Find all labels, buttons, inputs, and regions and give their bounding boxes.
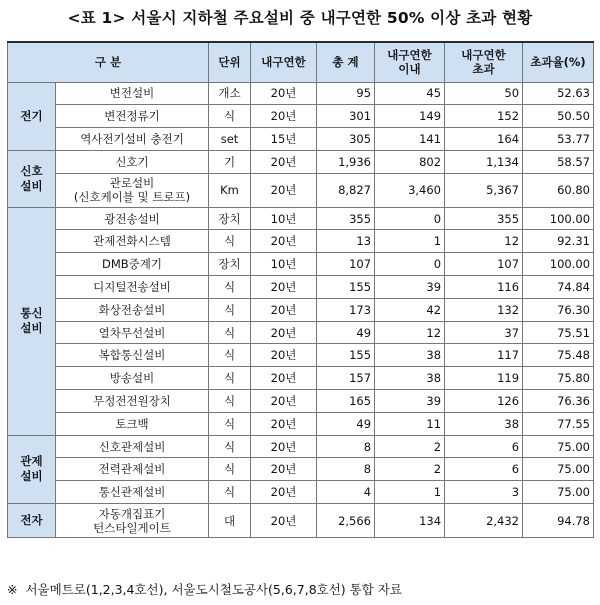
total-cell: 13 (317, 230, 375, 253)
unit-cell: set (209, 128, 251, 151)
item-cell: 화상전송설비 (56, 298, 209, 321)
rate-cell: 76.30 (523, 298, 594, 321)
exceed-cell: 132 (445, 298, 523, 321)
rate-cell: 75.00 (523, 458, 594, 481)
exceed-cell: 1,134 (445, 150, 523, 173)
total-cell: 301 (317, 105, 375, 128)
header-total: 총 계 (317, 42, 375, 82)
lifespan-cell: 20년 (251, 230, 317, 253)
unit-cell: 장치 (209, 207, 251, 230)
table-row (8, 458, 594, 481)
total-cell: 107 (317, 253, 375, 276)
rate-cell: 74.84 (523, 276, 594, 299)
item-cell: 관로설비 (신호케이블 및 트로프) (56, 173, 209, 207)
footnote (7, 580, 402, 598)
within-cell: 1 (375, 481, 445, 504)
header-exceed: 내구연한 초과 (445, 42, 523, 82)
lifespan-cell: 20년 (251, 173, 317, 207)
unit-cell: 식 (209, 276, 251, 299)
unit-cell: 식 (209, 412, 251, 435)
exceed-cell: 37 (445, 321, 523, 344)
item-cell: DMB중계기 (56, 253, 209, 276)
table-header-row (8, 42, 594, 82)
unit-cell: 식 (209, 367, 251, 390)
table-body (8, 82, 594, 538)
exceed-cell: 2,432 (445, 504, 523, 538)
item-cell: 광전송설비 (56, 207, 209, 230)
rate-cell: 75.48 (523, 344, 594, 367)
unit-cell: 식 (209, 344, 251, 367)
item-cell: 복합통신설비 (56, 344, 209, 367)
within-cell: 802 (375, 150, 445, 173)
unit-cell: 식 (209, 321, 251, 344)
total-cell: 8,827 (317, 173, 375, 207)
lifespan-cell: 20년 (251, 435, 317, 458)
rate-cell: 75.00 (523, 435, 594, 458)
item-cell: 신호기 (56, 150, 209, 173)
lifespan-cell: 20년 (251, 150, 317, 173)
item-cell: 열차무선설비 (56, 321, 209, 344)
rate-cell: 60.80 (523, 173, 594, 207)
table-row (8, 173, 594, 207)
exceed-cell: 126 (445, 390, 523, 413)
exceed-cell: 50 (445, 82, 523, 105)
rate-cell: 100.00 (523, 207, 594, 230)
lifespan-cell: 20년 (251, 481, 317, 504)
within-cell: 0 (375, 253, 445, 276)
unit-cell: 식 (209, 105, 251, 128)
within-cell: 38 (375, 367, 445, 390)
exceed-cell: 116 (445, 276, 523, 299)
exceed-cell: 6 (445, 458, 523, 481)
header-rate: 초과율(%) (523, 42, 594, 82)
table-row (8, 253, 594, 276)
total-cell: 4 (317, 481, 375, 504)
rate-cell: 75.51 (523, 321, 594, 344)
unit-cell: 기 (209, 150, 251, 173)
rate-cell: 53.77 (523, 128, 594, 151)
group-label: 전기 (8, 82, 56, 150)
table-row (8, 367, 594, 390)
within-cell: 45 (375, 82, 445, 105)
within-cell: 12 (375, 321, 445, 344)
total-cell: 173 (317, 298, 375, 321)
lifespan-cell: 20년 (251, 321, 317, 344)
unit-cell: 대 (209, 504, 251, 538)
rate-cell: 92.31 (523, 230, 594, 253)
within-cell: 0 (375, 207, 445, 230)
header-within: 내구연한 이내 (375, 42, 445, 82)
unit-cell: 개소 (209, 82, 251, 105)
item-cell: 신호관제설비 (56, 435, 209, 458)
total-cell: 305 (317, 128, 375, 151)
total-cell: 49 (317, 321, 375, 344)
within-cell: 11 (375, 412, 445, 435)
total-cell: 2,566 (317, 504, 375, 538)
footnote-mark: ※ (7, 582, 18, 597)
within-cell: 149 (375, 105, 445, 128)
exceed-cell: 3 (445, 481, 523, 504)
table-row (8, 481, 594, 504)
total-cell: 355 (317, 207, 375, 230)
within-cell: 39 (375, 390, 445, 413)
total-cell: 155 (317, 276, 375, 299)
item-cell: 방송설비 (56, 367, 209, 390)
equipment-table (7, 41, 594, 538)
table-row (8, 344, 594, 367)
lifespan-cell: 20년 (251, 276, 317, 299)
item-cell: 역사전기설비 충전기 (56, 128, 209, 151)
lifespan-cell: 15년 (251, 128, 317, 151)
group-label: 통신 설비 (8, 207, 56, 435)
rate-cell: 76.36 (523, 390, 594, 413)
table-row (8, 105, 594, 128)
exceed-cell: 152 (445, 105, 523, 128)
total-cell: 1,936 (317, 150, 375, 173)
table-row (8, 321, 594, 344)
unit-cell: 식 (209, 435, 251, 458)
item-cell: 변전설비 (56, 82, 209, 105)
table-row (8, 276, 594, 299)
rate-cell: 100.00 (523, 253, 594, 276)
equipment-table-wrapper (7, 41, 593, 538)
total-cell: 157 (317, 367, 375, 390)
exceed-cell: 107 (445, 253, 523, 276)
within-cell: 134 (375, 504, 445, 538)
item-cell: 토크백 (56, 412, 209, 435)
item-cell: 디지털전송설비 (56, 276, 209, 299)
total-cell: 8 (317, 435, 375, 458)
rate-cell: 94.78 (523, 504, 594, 538)
exceed-cell: 355 (445, 207, 523, 230)
header-unit: 단위 (209, 42, 251, 82)
item-cell: 무정전전원장치 (56, 390, 209, 413)
lifespan-cell: 20년 (251, 82, 317, 105)
item-cell: 변전정류기 (56, 105, 209, 128)
header-category: 구 분 (8, 42, 209, 82)
exceed-cell: 5,367 (445, 173, 523, 207)
lifespan-cell: 20년 (251, 367, 317, 390)
table-row (8, 435, 594, 458)
within-cell: 3,460 (375, 173, 445, 207)
lifespan-cell: 10년 (251, 253, 317, 276)
lifespan-cell: 10년 (251, 207, 317, 230)
unit-cell: 식 (209, 298, 251, 321)
within-cell: 141 (375, 128, 445, 151)
within-cell: 1 (375, 230, 445, 253)
item-cell: 전력관제설비 (56, 458, 209, 481)
item-cell: 자동개집표기 턴스타일게이트 (56, 504, 209, 538)
rate-cell: 52.63 (523, 82, 594, 105)
exceed-cell: 164 (445, 128, 523, 151)
exceed-cell: 12 (445, 230, 523, 253)
table-row (8, 230, 594, 253)
total-cell: 155 (317, 344, 375, 367)
exceed-cell: 38 (445, 412, 523, 435)
rate-cell: 50.50 (523, 105, 594, 128)
lifespan-cell: 20년 (251, 390, 317, 413)
table-row (8, 207, 594, 230)
table-row (8, 128, 594, 151)
unit-cell: 식 (209, 481, 251, 504)
total-cell: 95 (317, 82, 375, 105)
group-label: 신호 설비 (8, 150, 56, 207)
rate-cell: 58.57 (523, 150, 594, 173)
within-cell: 2 (375, 458, 445, 481)
header-lifespan: 내구연한 (251, 42, 317, 82)
lifespan-cell: 20년 (251, 504, 317, 538)
total-cell: 8 (317, 458, 375, 481)
table-row (8, 504, 594, 538)
lifespan-cell: 20년 (251, 298, 317, 321)
within-cell: 38 (375, 344, 445, 367)
exceed-cell: 6 (445, 435, 523, 458)
within-cell: 2 (375, 435, 445, 458)
table-row (8, 412, 594, 435)
rate-cell: 75.00 (523, 481, 594, 504)
table-row (8, 390, 594, 413)
within-cell: 39 (375, 276, 445, 299)
group-label: 관제 설비 (8, 435, 56, 503)
total-cell: 165 (317, 390, 375, 413)
exceed-cell: 117 (445, 344, 523, 367)
unit-cell: 식 (209, 390, 251, 413)
lifespan-cell: 20년 (251, 344, 317, 367)
table-row (8, 298, 594, 321)
page-title: <표 1> 서울시 지하철 주요설비 중 내구연한 50% 이상 초과 현황 (67, 9, 533, 27)
unit-cell: 식 (209, 458, 251, 481)
table-row (8, 82, 594, 105)
rate-cell: 77.55 (523, 412, 594, 435)
exceed-cell: 119 (445, 367, 523, 390)
unit-cell: 식 (209, 230, 251, 253)
within-cell: 42 (375, 298, 445, 321)
footnote-text: 서울메트로(1,2,3,4호선), 서울도시철도공사(5,6,7,8호선) 통합 자료 (25, 582, 402, 597)
group-label: 전자 (8, 504, 56, 538)
unit-cell: Km (209, 173, 251, 207)
lifespan-cell: 20년 (251, 458, 317, 481)
lifespan-cell: 20년 (251, 412, 317, 435)
lifespan-cell: 20년 (251, 105, 317, 128)
unit-cell: 장치 (209, 253, 251, 276)
item-cell: 통신관제설비 (56, 481, 209, 504)
table-row (8, 150, 594, 173)
total-cell: 49 (317, 412, 375, 435)
rate-cell: 75.80 (523, 367, 594, 390)
item-cell: 관제전화시스템 (56, 230, 209, 253)
